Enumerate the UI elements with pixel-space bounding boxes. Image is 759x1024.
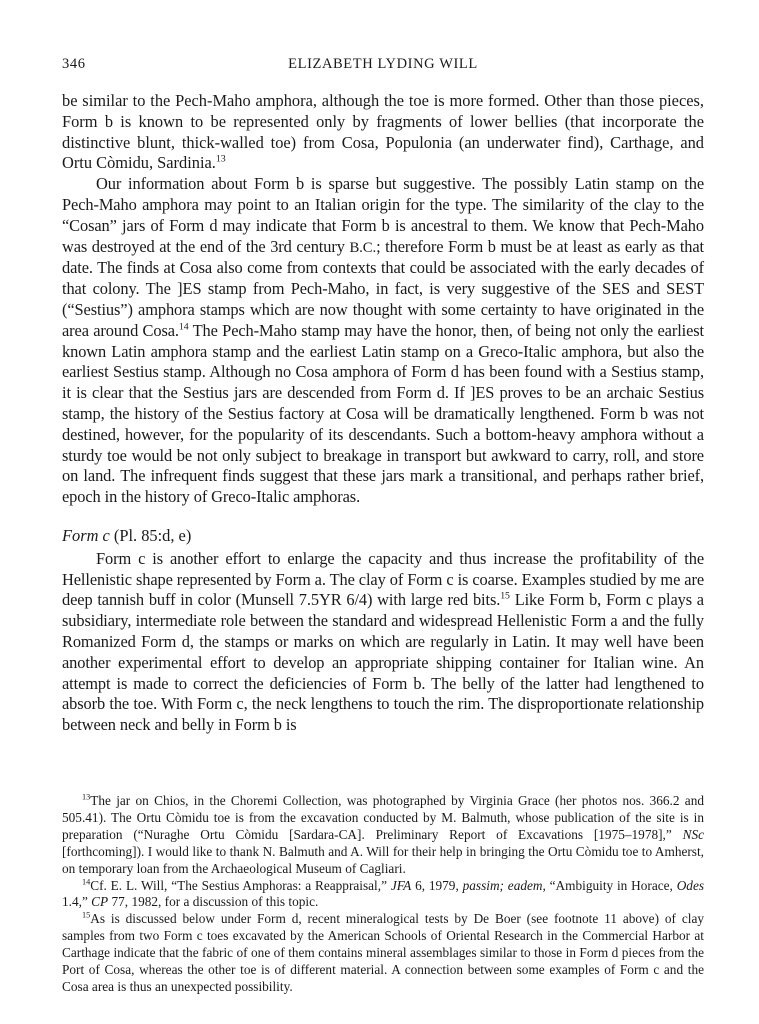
paragraph-text: Our information about Form b is sparse but suggestive. The possibly Latin stamp on the Pech-Maho amphora may point to an Italian origin for the type. The similarity of the clay to the “Cosan” jars of Form d may indicate that Form b is ancestral to them. We know that Pech-Maho was destroyed at the end of the 3rd century	[62, 174, 704, 256]
footnote-15	[62, 911, 704, 996]
section-title: Form c	[62, 525, 110, 545]
footnote-ref-13: 13	[215, 153, 226, 165]
footnote-number: 15	[82, 910, 91, 920]
latin-term: passim; eadem,	[462, 877, 546, 893]
paragraph-form-b-discussion	[62, 174, 704, 508]
footnotes	[62, 793, 704, 996]
footnote-ref-14: 14	[178, 321, 189, 333]
running-head: ELIZABETH LYDING WILL	[288, 56, 478, 72]
footnote-text: The jar on Chios, in the Choremi Collection, was photographed by Virginia Grace (her photos nos. 366.2 and 505.41). The Ortu Còmidu toe is from the excavation conducted by M. Balmuth, whose publication of the site is in preparation (“Nuraghe Ortu Còmidu [Sardara-CA]. Preliminary Report of Excavations [1975–1978],”	[62, 793, 704, 842]
page-number: 346	[62, 56, 86, 72]
paragraph-text: be similar to the Pech-Maho amphora, although the toe is more formed. Other than those pieces, Form b is known to be represented only by fragments of lower bellies (that incorporate the distinctive blunt, thick-walled toe) from Cosa, Populonia (an underwater find), Carthage, and Ortu Còmidu, Sardinia.	[62, 91, 704, 173]
footnote-number: 13	[82, 792, 91, 802]
footnote-14	[62, 878, 704, 912]
section-heading-form-c	[62, 526, 704, 547]
footnote-text: As is discussed below under Form d, recent mineralogical tests by De Boer (see footnote 11 above) of clay samples from two Form c toes excavated by the American Schools of Oriental Research in the Commercial Harbor at Carthage indicate that the fabric of one of them contains mineral assemblages similar to those in Form d pieces from the Port of Cosa, whereas the other toe is of different material. A connection between some examples of Form c and the Cosa area is thus an unexpected possibility.	[62, 911, 704, 994]
footnote-text: 77, 1982, for a discussion of this topic.	[108, 894, 319, 910]
page-header	[62, 56, 704, 76]
footnote-number: 14	[82, 877, 91, 887]
paragraph-continued	[62, 91, 704, 174]
paragraph-text: The Pech-Maho stamp may have the honor, then, of being not only the earliest known Latin amphora stamp and the earliest Latin stamp on a Greco-Italic amphora, but also the earliest Sestius stamp. Although no Cosa amphora of Form d has been found with a Sestius stamp, it is clear that the Sestius jars are descended from Form d. If ]ES proves to be an archaic Sestius stamp, the history of the Sestius factory at Cosa will be dramatically lengthened. Form b was not destined, however, for the popularity of its descendants. Such a bottom-heavy amphora without a sturdy toe would be not only subject to breakage in transport but awkward to carry, roll, and store on land. The infrequent finds suggest that these jars mark a transitional, and perhaps rather brief, epoch in the history of Greco-Italic amphoras.	[62, 320, 705, 507]
paragraph-text: Form c is another effort to enlarge the capacity and thus increase the profitability of the Hellenistic shape represented by Form a. The clay of Form c is coarse. Examples studied by me are deep tannish buff in color (Munsell 7.5YR 6/4) with large red bits.	[62, 548, 704, 610]
footnote-text: “Ambiguity in Horace,	[545, 877, 677, 893]
journal-abbreviation: JFA	[390, 877, 412, 893]
footnote-ref-15: 15	[500, 590, 510, 602]
paragraph-text: Like Form b, Form c plays a subsidiary, intermediate role between the standard and widespread Hellenistic Form a and the fully Romanized Form d, the stamps or marks on which are regularly in Latin. It may well have been another experimental effort to develop an appropriate shipping container for Italian wine. An attempt is made to correct the deficiencies of Form b. The belly of the latter had lengthened to absorb the toe. With Form c, the neck lengthens to touch the rim. The disproportionate relationship between neck and belly in Form b is	[62, 590, 704, 735]
era-abbreviation: B.C.	[349, 239, 377, 256]
paragraph-text: ; therefore Form b must be at least as early as that date. The finds at Cosa also come from contexts that could be associated with the early decades of that colony. The ]ES stamp from Pech-Maho, in fact, is very suggestive of the SES and SEST (“Sestius”) amphora stamps which are now thought with some certainty to have originated in the area around Cosa.	[62, 236, 705, 340]
footnote-text: [forthcoming]). I would like to thank N. Balmuth and A. Will for their help in bringing the Ortu Còmidu toe to Amherst, on temporary loan from the Archaeological Museum of Cagliari.	[62, 843, 704, 876]
footnote-text: 1.4,”	[62, 894, 92, 910]
journal-abbreviation: NSc	[682, 826, 704, 842]
work-title: Odes	[676, 877, 705, 893]
paragraph-form-c	[62, 549, 704, 736]
plate-reference: (Pl. 85:d, e)	[109, 525, 192, 545]
footnote-13	[62, 793, 704, 878]
journal-abbreviation: CP	[91, 894, 109, 910]
footnote-text: Cf. E. L. Will, “The Sestius Amphoras: a Reappraisal,”	[90, 877, 391, 893]
footnote-text: 6, 1979,	[411, 877, 463, 893]
main-text	[62, 91, 704, 736]
